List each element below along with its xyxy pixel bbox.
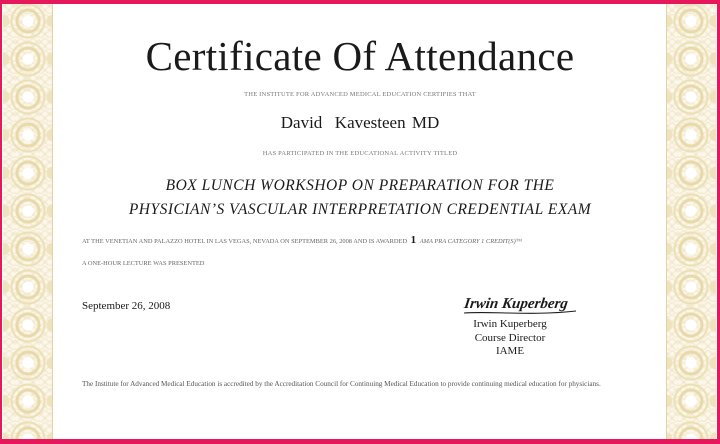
signer-title: Course Director	[474, 331, 546, 344]
signature-text: Irwin Kuperberg	[463, 296, 569, 312]
signature-image	[462, 291, 580, 317]
lecture-line: A ONE-HOUR LECTURE WAS PRESENTED	[82, 260, 205, 267]
accreditation-footer: The Institute for Advanced Medical Education is accredited by the Accreditation Council for Continuing Medical Education to provide continuing medical education for physicians.	[82, 380, 601, 388]
activity-title-line-1: BOX LUNCH WORKSHOP ON PREPARATION FOR THE	[165, 177, 555, 194]
signer-organization: IAME	[495, 345, 525, 357]
certificate-title: Certificate Of Attendance	[145, 33, 575, 79]
credit-count: 1	[410, 234, 417, 246]
certificate-date: September 26, 2008	[82, 300, 171, 312]
certifies-line: THE INSTITUTE FOR ADVANCED MEDICAL EDUCATION CERTIFIES THAT	[244, 91, 476, 98]
location-text: AT THE VENETIAN AND PALAZZO HOTEL IN LAS VEGAS, NEVADA ON SEPTEMBER 26, 2008 AND IS AWARDED	[82, 238, 408, 245]
signer-name: Irwin Kuperberg	[473, 318, 547, 330]
credit-label: AMA PRA CATEGORY 1 CREDIT(S)™	[419, 238, 523, 245]
signer-block	[450, 318, 570, 359]
location-credit-line	[82, 234, 638, 246]
recipient-name: David Kavesteen MD	[280, 113, 440, 132]
participated-line: HAS PARTICIPATED IN THE EDUCATIONAL ACTIVITY TITLED	[262, 150, 458, 157]
activity-title-line-2: PHYSICIAN’S VASCULAR INTERPRETATION CREDENTIAL EXAM	[128, 201, 592, 218]
